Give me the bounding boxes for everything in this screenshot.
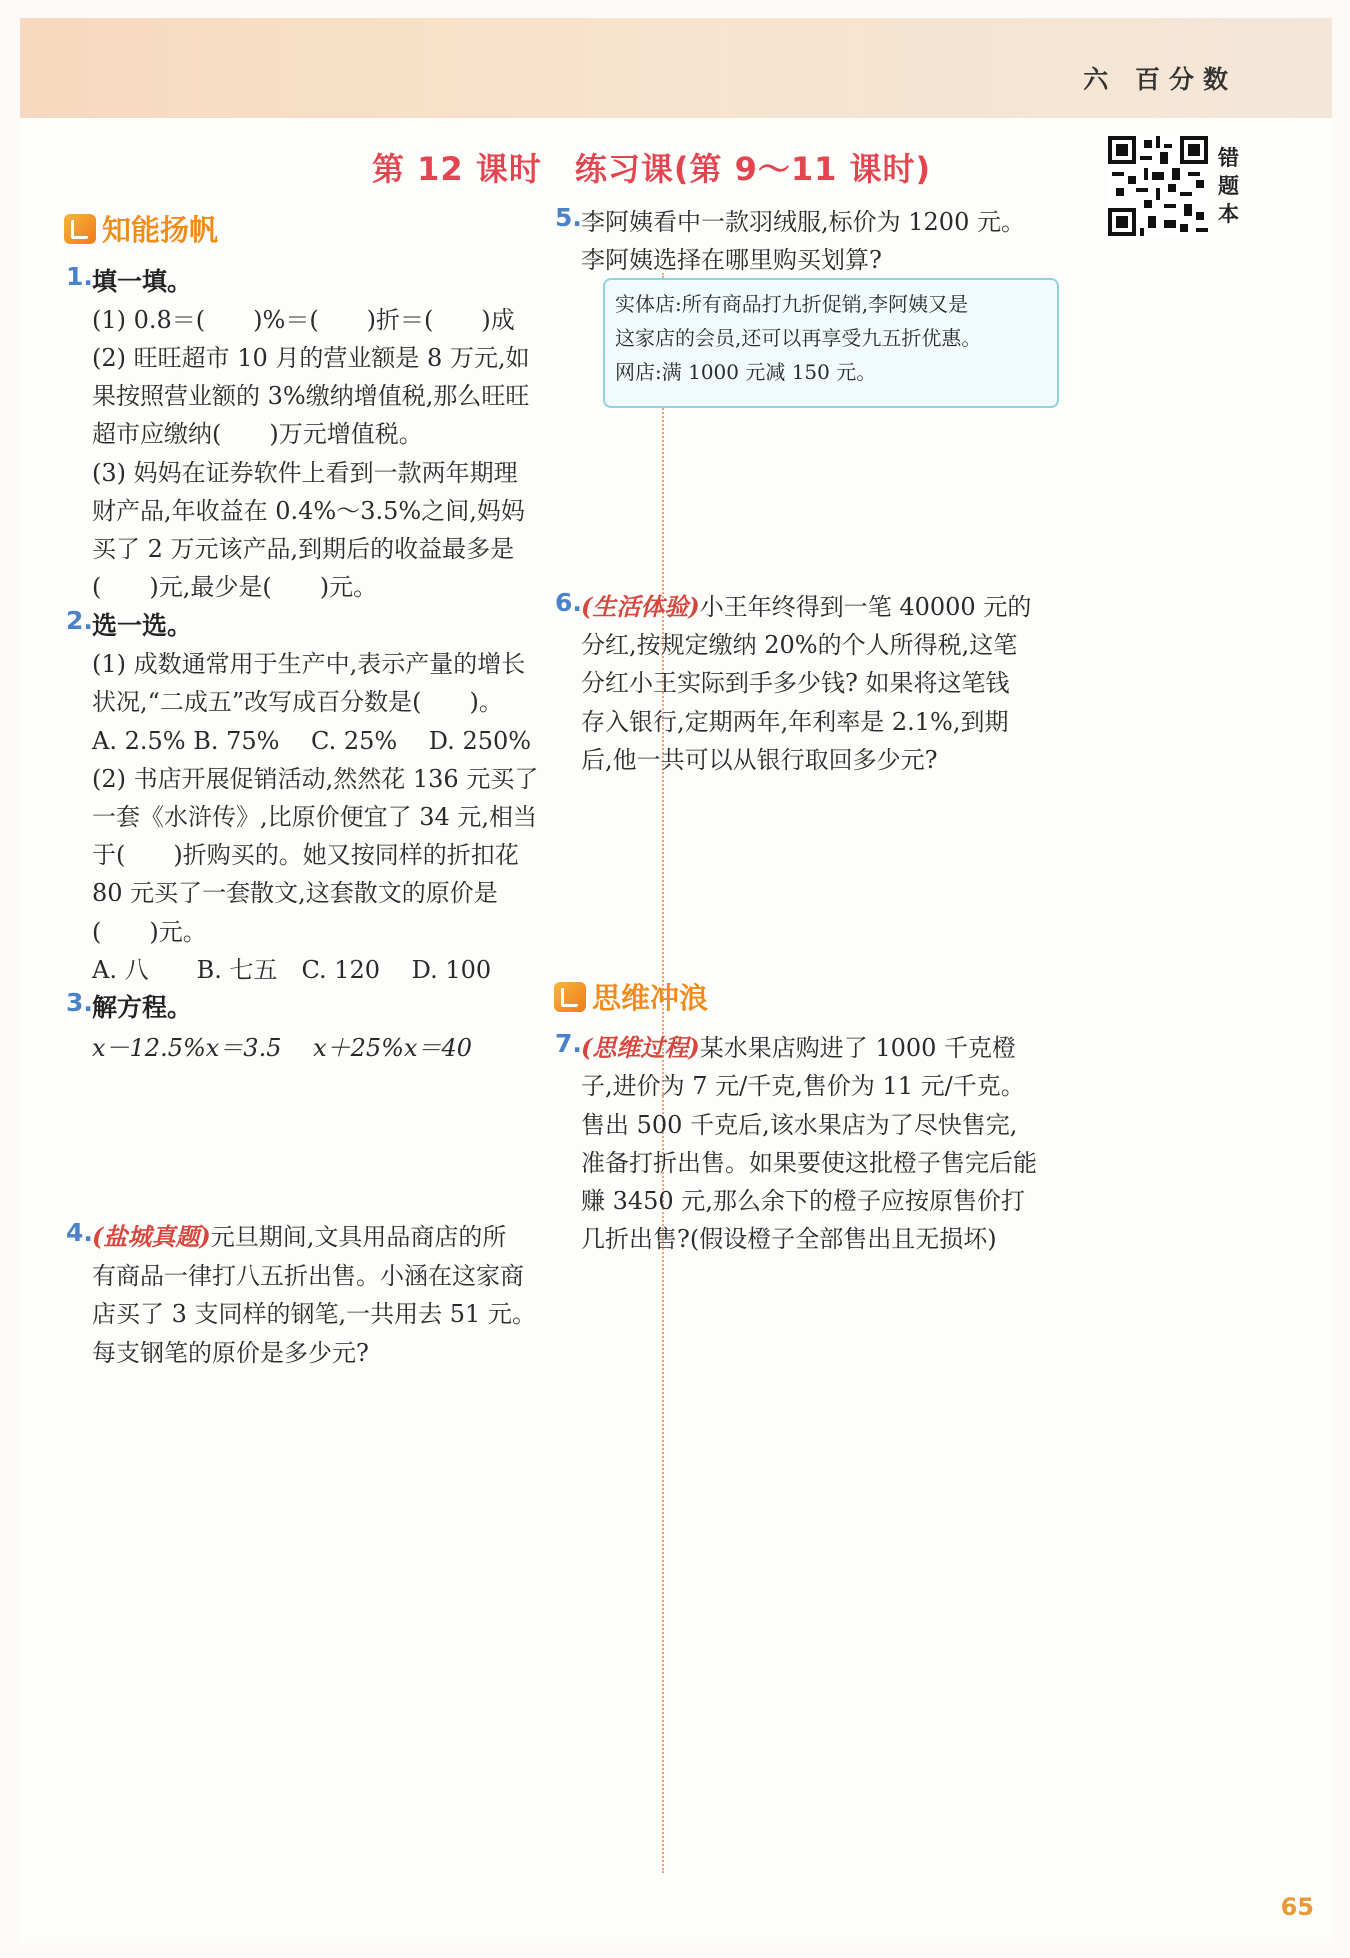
q4-first-line: (盐城真题)元旦期间,文具用品商店的所 <box>92 1222 507 1251</box>
q1-line: 果按照营业额的 3%缴纳增值税,那么旺旺 <box>92 382 530 410</box>
qr-code-icon[interactable] <box>1108 136 1208 236</box>
q6-line: 分红,按规定缴纳 20%的个人所得税,这笔 <box>581 631 1018 659</box>
q2-line: 一套《水浒传》,比原价便宜了 34 元,相当 <box>92 803 538 831</box>
q2-line: (1) 成数通常用于生产中,表示产量的增长 <box>92 650 526 678</box>
q4-line: 店买了 3 支同样的钢笔,一共用去 51 元。 <box>92 1300 536 1328</box>
q2-line: ( )元。 <box>92 918 207 946</box>
question-heading: 填一填。 <box>92 267 193 296</box>
q2-line: 状况,“二成五”改写成百分数是( )。 <box>92 688 503 716</box>
chapter-title: 六 百分数 <box>1083 65 1237 94</box>
q7-line: 准备打折出售。如果要使这批橙子售完后能 <box>581 1149 1037 1177</box>
q6-line: 后,他一共可以从银行取回多少元? <box>581 746 938 774</box>
question-number: 7. <box>555 1029 582 1058</box>
q7-first-line: (思维过程)某水果店购进了 1000 千克橙 <box>581 1033 1017 1062</box>
question-number: 5. <box>555 203 582 232</box>
q5-line: 李阿姨选择在哪里购买划算? <box>581 246 882 274</box>
info-line: 实体店:所有商品打九折促销,李阿姨又是 <box>615 292 969 316</box>
q6-line: 存入银行,定期两年,年利率是 2.1%,到期 <box>581 708 1009 736</box>
q7-line: 售出 500 千克后,该水果店为了尽快售完, <box>581 1111 1018 1139</box>
q3-equations: x－12.5%x＝3.5 x＋25%x＝40 <box>92 1034 473 1062</box>
section-thinking <box>554 976 708 1017</box>
section-knowledge <box>64 208 218 249</box>
lesson-title: 第 12 课时 练习课(第 9～11 课时) <box>372 150 932 188</box>
info-box <box>603 278 1059 408</box>
question-number: 6. <box>555 588 582 617</box>
q1-line: (3) 妈妈在证券软件上看到一款两年期理 <box>92 459 518 487</box>
question-number: 1. <box>66 262 93 291</box>
q5-line: 李阿姨看中一款羽绒服,标价为 1200 元。 <box>581 208 1025 236</box>
q2-option-line: A. 八 B. 七五 C. 120 D. 100 <box>92 956 492 984</box>
info-line: 这家店的会员,还可以再享受九五折优惠。 <box>615 326 982 350</box>
q2-line: 于( )折购买的。她又按同样的折扣花 <box>92 841 519 869</box>
q6-first-line: (生活体验)小王年终得到一笔 40000 元的 <box>581 592 1032 621</box>
q7-line: 赚 3450 元,那么余下的橙子应按原售价打 <box>581 1187 1025 1215</box>
q1-line: (2) 旺旺超市 10 月的营业额是 8 万元,如 <box>92 344 530 372</box>
section-title: 知能扬帆 <box>102 213 219 247</box>
question-heading: 解方程。 <box>92 993 193 1022</box>
q7-line: 几折出售?(假设橙子全部售出且无损坏) <box>581 1225 997 1253</box>
q2-option-line: A. 2.5% B. 75% C. 25% D. 250% <box>92 727 532 755</box>
page-number: 65 <box>1280 1893 1314 1921</box>
sail-icon <box>64 214 96 244</box>
q4-line: 有商品一律打八五折出售。小涵在这家商 <box>92 1262 524 1290</box>
question-number: 3. <box>66 988 93 1017</box>
q1-line: 超市应缴纳( )万元增值税。 <box>92 420 423 448</box>
source-tag: (盐城真题) <box>92 1222 211 1251</box>
wave-icon <box>554 982 586 1012</box>
q2-line: 80 元买了一套散文,这套散文的原价是 <box>92 879 498 907</box>
q1-line: 买了 2 万元该产品,到期后的收益最多是 <box>92 535 515 563</box>
qr-label: 错题本 <box>1218 146 1239 226</box>
q1-line: ( )元,最少是( )元。 <box>92 573 378 601</box>
q1-line: (1) 0.8＝( )%＝( )折＝( )成 <box>92 306 515 334</box>
q2-line: (2) 书店开展促销活动,然然花 136 元买了 <box>92 765 539 793</box>
source-tag: (生活体验) <box>581 592 700 621</box>
q7-line: 子,进价为 7 元/千克,售价为 11 元/千克。 <box>581 1072 1025 1100</box>
section-title: 思维冲浪 <box>592 981 709 1015</box>
question-number: 4. <box>66 1218 93 1247</box>
question-heading: 选一选。 <box>92 611 193 640</box>
textbook-page <box>20 18 1332 1943</box>
source-tag: (思维过程) <box>581 1033 700 1062</box>
info-line: 网店:满 1000 元减 150 元。 <box>615 360 877 384</box>
q6-line: 分红小王实际到手多少钱? 如果将这笔钱 <box>581 669 1010 697</box>
q4-line: 每支钢笔的原价是多少元? <box>92 1339 369 1367</box>
q1-line: 财产品,年收益在 0.4%～3.5%之间,妈妈 <box>92 497 525 525</box>
question-number: 2. <box>66 606 93 635</box>
